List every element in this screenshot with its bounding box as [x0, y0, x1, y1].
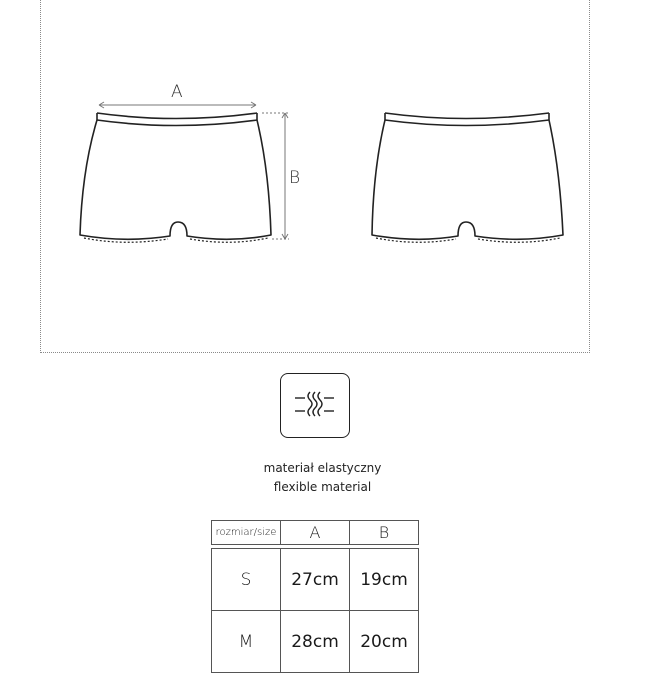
dimension-b-label: B [289, 168, 301, 188]
table-cell-a: 28cm [281, 611, 350, 673]
feature-label-en: flexible material [273, 480, 372, 494]
table-cell-size: S [212, 549, 281, 611]
shorts-back-drawing [372, 113, 563, 242]
table-row [212, 611, 419, 673]
table-header-size: rozmiar/size [212, 521, 281, 545]
table-header-a: A [281, 521, 350, 545]
elastic-material-icon [280, 373, 350, 438]
dimension-a-arrow [99, 102, 256, 108]
shorts-front-drawing [80, 113, 271, 242]
dimension-a-label: A [171, 82, 183, 102]
table-cell-a: 27cm [281, 549, 350, 611]
table-cell-size: M [212, 611, 281, 673]
table-header-row [212, 521, 419, 545]
table-header-b: B [350, 521, 419, 545]
table-cell-b: 19cm [350, 549, 419, 611]
feature-label-pl: materiał elastyczny [263, 461, 382, 475]
table-cell-b: 20cm [350, 611, 419, 673]
table-row [212, 549, 419, 611]
size-table [211, 520, 419, 673]
